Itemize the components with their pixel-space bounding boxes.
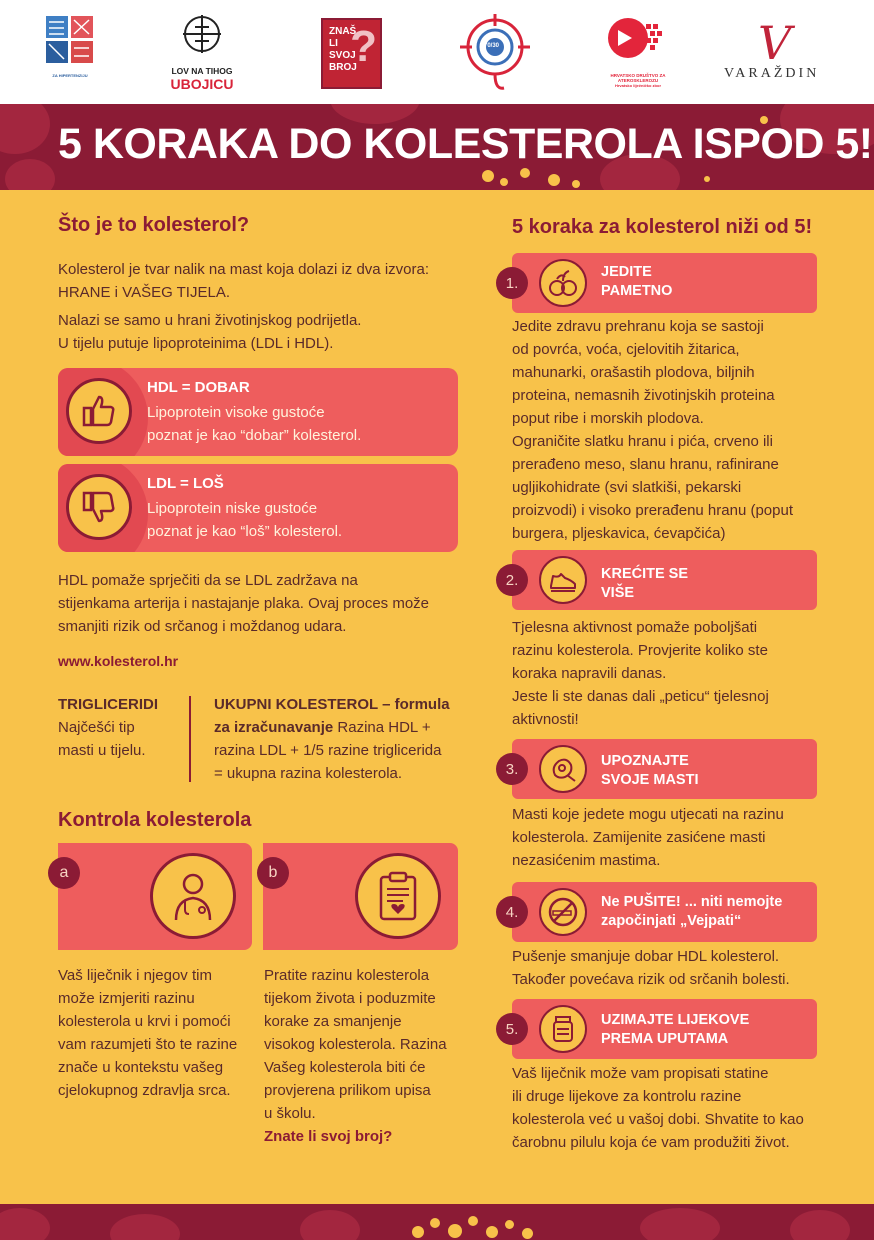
step-4-title: Ne PUŠITE! ... niti nemojte započinjati „Vejpati“ bbox=[601, 894, 783, 929]
hrvatska-liga-sub: ZA HIPERTENZIJU bbox=[52, 73, 88, 78]
total-cholesterol-title: UKUPNI KOLESTEROL – formula bbox=[214, 696, 450, 713]
varazdin-text: VARAŽDIN bbox=[724, 66, 820, 81]
crosshair-icon bbox=[160, 14, 244, 54]
know-your-number-link: Znate li svoj broj? bbox=[264, 1128, 393, 1145]
arrow-heart-icon bbox=[606, 14, 670, 62]
no-smoking-icon bbox=[539, 888, 587, 936]
badge-a: a bbox=[48, 857, 80, 889]
control-heading: Kontrola kolesterola bbox=[58, 809, 252, 831]
znas-line-1: ZNAŠ bbox=[329, 26, 357, 37]
ldl-info-box bbox=[58, 464, 458, 552]
step-5-number: 5. bbox=[496, 1013, 528, 1045]
doctor-icon bbox=[150, 853, 236, 939]
step-1-text: Jedite zdravu prehranu koja se sastoji od povrća, voća, cjelovitih žitarica, mahunarki, orašastih plodova, biljnih proteina, nemasnih životinjskih proteina poput ribe i morskih plodova. Ograničite slatku hranu i pića, crveno ili prerađeno meso, slanu hranu, rafinirane ugljikohidrate (svi slatkiši, pekarski proizvodi) i visoko prerađenu hranu (poput burgera, pljeskavica, ćevapčića) bbox=[512, 318, 793, 542]
drustvo-sub: Hrvatsko liječničko zbor bbox=[614, 83, 661, 88]
lov-na-tihog-ubojicu-logo bbox=[160, 14, 244, 92]
drustvo-logo bbox=[606, 14, 670, 92]
step-2-title: KREĆITE SE VIŠE bbox=[601, 566, 689, 601]
website-link[interactable]: www.kolesterol.hr bbox=[58, 653, 179, 669]
healthy-food-icon bbox=[539, 259, 587, 307]
control-box-b bbox=[263, 843, 458, 950]
control-b-text: Pratite razinu kolesterola tijekom života i poduzmite korake za smanjenje visokog kolesterola. Razina Vašeg kolesterola biti će provjerena prilikom upisa u školu. Znate li svoj broj? bbox=[264, 964, 447, 1148]
step-3-number: 3. bbox=[496, 753, 528, 785]
question-mark-icon: ? bbox=[350, 22, 377, 71]
logo-bar bbox=[0, 0, 874, 104]
title-banner bbox=[0, 104, 874, 190]
step-1-title: JEDITE PAMETNO bbox=[601, 264, 673, 299]
hrvatska-liga-mosaic-icon bbox=[44, 14, 96, 66]
total-cholesterol-block: UKUPNI KOLESTEROL – formula za izračunavanje Razina HDL + razina LDL + 1/5 razine triglicerida = ukupna razina kolesterola. bbox=[214, 693, 450, 785]
lov-line-1: LOV NA TIHOG bbox=[171, 66, 233, 76]
what-paragraph-2: Nalazi se samo u hrani životinjskog podrijetla. U tijelu putuje lipoproteinima (LDL i HDL). bbox=[58, 312, 362, 352]
step-2-number: 2. bbox=[496, 564, 528, 596]
step-4-number: 4. bbox=[496, 896, 528, 928]
shoe-icon bbox=[539, 556, 587, 604]
step-1-number: 1. bbox=[496, 267, 528, 299]
target-logo bbox=[460, 14, 530, 92]
step-4-text: Pušenje smanjuje dobar HDL kolesterol. Također povećava rizik od srčanih bolesti. bbox=[512, 948, 790, 988]
badge-b: b bbox=[257, 857, 289, 889]
step-3-text: Masti koje jedete mogu utjecati na razinu kolesterola. Zamijenite zasićene masti nezasićenim mastima. bbox=[512, 806, 784, 869]
step-2-text: Tjelesna aktivnost pomaže poboljšati razinu kolesterola. Provjerite koliko ste koraka napravili danas. Jeste li ste danas dali „peticu“ tjelesnoj aktivnosti! bbox=[512, 619, 769, 728]
target-stethoscope-icon bbox=[460, 14, 530, 92]
footer-band bbox=[0, 1204, 874, 1240]
step-5-text: Vaš liječnik može vam propisati statine ili druge lijekove za kontrolu razine kolesterola već u vašoj dobi. Shvatite to kao čarobnu pilulu koja će vam produžiti život. bbox=[512, 1065, 804, 1151]
hdl-description: Lipoprotein visoke gustoće poznat je kao “dobar” kolesterol. bbox=[147, 404, 362, 444]
hdl-paragraph: HDL pomaže sprječiti da se LDL zadržava na stijenkama arterija i nastajanje plaka. Ovaj proces može smanjiti rizik od srčanog i moždanog udara. bbox=[58, 572, 430, 635]
thumbs-down-icon bbox=[66, 474, 132, 540]
vertical-divider bbox=[189, 696, 191, 782]
thumbs-up-icon bbox=[66, 378, 132, 444]
hdl-info-box bbox=[58, 368, 458, 456]
steps-heading: 5 koraka za kolesterol niži od 5! bbox=[512, 216, 813, 238]
control-box-a bbox=[58, 843, 252, 950]
clipboard-icon bbox=[355, 853, 441, 939]
step-5-title: UZIMAJTE LIJEKOVE PREMA UPUTAMA bbox=[601, 1012, 750, 1047]
what-is-cholesterol-heading: Što je to kolesterol? bbox=[58, 214, 250, 236]
ldl-description: Lipoprotein niske gustoće poznat je kao “loš” kolesterol. bbox=[147, 500, 343, 540]
znas-line-2: LI bbox=[329, 38, 338, 49]
medicine-jar-icon bbox=[539, 1005, 587, 1053]
varazdin-logo bbox=[722, 14, 840, 92]
drustvo-text: HRVATSKO DRUŠTVO ZA ATEROSKLEROZU bbox=[610, 73, 666, 83]
varazdin-v-icon: V bbox=[758, 16, 792, 70]
what-paragraph-1: Kolesterol je tvar nalik na mast koja dolazi iz dva izvora: HRANE i VAŠEG TIJELA. bbox=[58, 261, 430, 301]
znas-line-4: BROJ bbox=[329, 62, 357, 73]
page-title: 5 KORAKA DO KOLESTEROLA ISPOD 5! bbox=[58, 120, 873, 168]
control-a-text: Vaš liječnik i njegov tim može izmjeriti razinu kolesterola u krvi i pomoći vam razumjeti što te razine znače u kontekstu vašeg cjelokupnog zdravlja srca. bbox=[58, 967, 238, 1099]
hrvatska-liga-logo bbox=[44, 14, 96, 92]
triglycerides-title: TRIGLICERIDI bbox=[58, 696, 158, 713]
znas-line-3: SVOJ bbox=[329, 50, 356, 61]
hdl-title: HDL = DOBAR bbox=[147, 379, 250, 396]
step-3-title: UPOZNAJTE SVOJE MASTI bbox=[601, 753, 699, 788]
target-text: 70/30 bbox=[484, 43, 500, 49]
meat-icon bbox=[539, 745, 587, 793]
lov-line-2: UBOJICU bbox=[170, 76, 234, 92]
znas-li-svoj-broj-logo bbox=[321, 18, 382, 89]
triglycerides-block: TRIGLICERIDI Najčešći tip masti u tijelu. bbox=[58, 693, 158, 762]
ldl-title: LDL = LOŠ bbox=[147, 475, 224, 492]
